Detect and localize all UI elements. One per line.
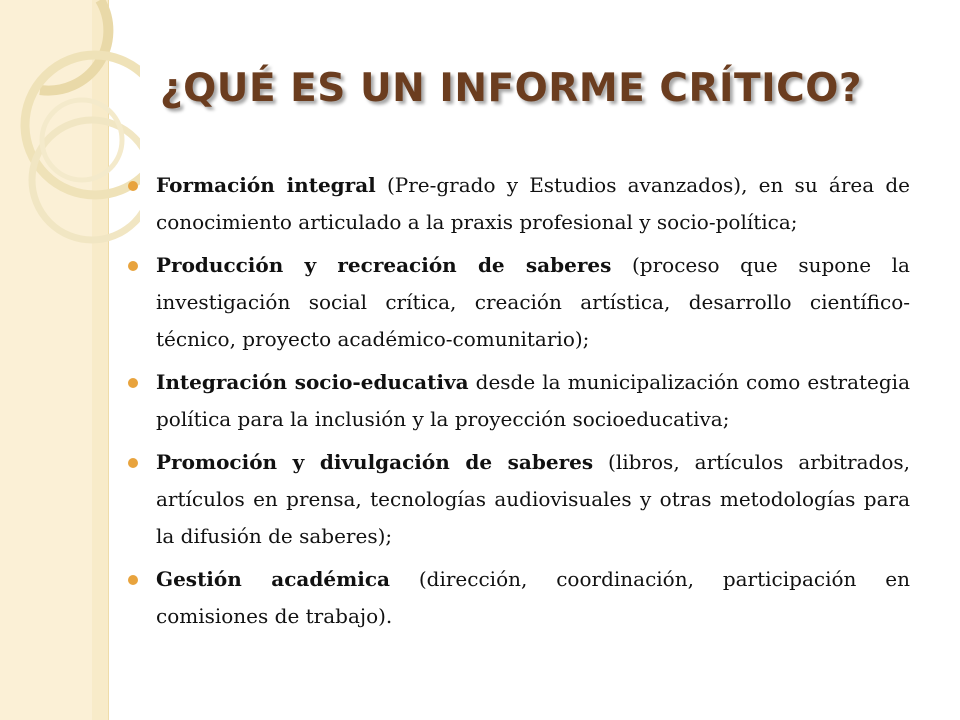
bullet-dot-icon — [128, 378, 138, 388]
bullet-item — [126, 561, 910, 635]
bullet-dot-icon — [128, 458, 138, 468]
bullet-text: (Pre-grado y Estudios avanzados), en su área de conocimiento articulado a la praxis profesional y socio-política; — [156, 173, 910, 234]
bullet-item — [126, 167, 910, 241]
bullet-bold: Producción y recreación de saberes — [156, 253, 612, 277]
slide-title: ¿QUÉ ES UN INFORME CRÍTICO? — [160, 66, 863, 111]
bullet-item — [126, 444, 910, 555]
bullet-bold: Gestión académica — [156, 567, 390, 591]
bullet-bold: Formación integral — [156, 173, 376, 197]
decorative-rings — [0, 0, 140, 330]
bullet-dot-icon — [128, 261, 138, 271]
bullet-bold: Promoción y divulgación de saberes — [156, 450, 594, 474]
bullet-list — [126, 167, 910, 641]
bullet-item — [126, 364, 910, 438]
bullet-item — [126, 247, 910, 358]
bullet-bold: Integración socio-educativa — [156, 370, 469, 394]
bullet-text: (libros, artículos arbitrados, artículos en prensa, tecnologías audiovisuales y otras metodologías para la difusión de saberes); — [156, 450, 910, 548]
bullet-text: desde la municipalización como estrategia política para la inclusión y la proyección socioeducativa; — [156, 370, 911, 431]
bullet-dot-icon — [128, 181, 138, 191]
bullet-dot-icon — [128, 575, 138, 585]
bullet-text: (dirección, coordinación, participación en comisiones de trabajo). — [156, 567, 910, 628]
bullet-text: (proceso que supone la investigación social crítica, creación artística, desarrollo científico-técnico, proyecto académico-comunitario); — [156, 253, 910, 351]
